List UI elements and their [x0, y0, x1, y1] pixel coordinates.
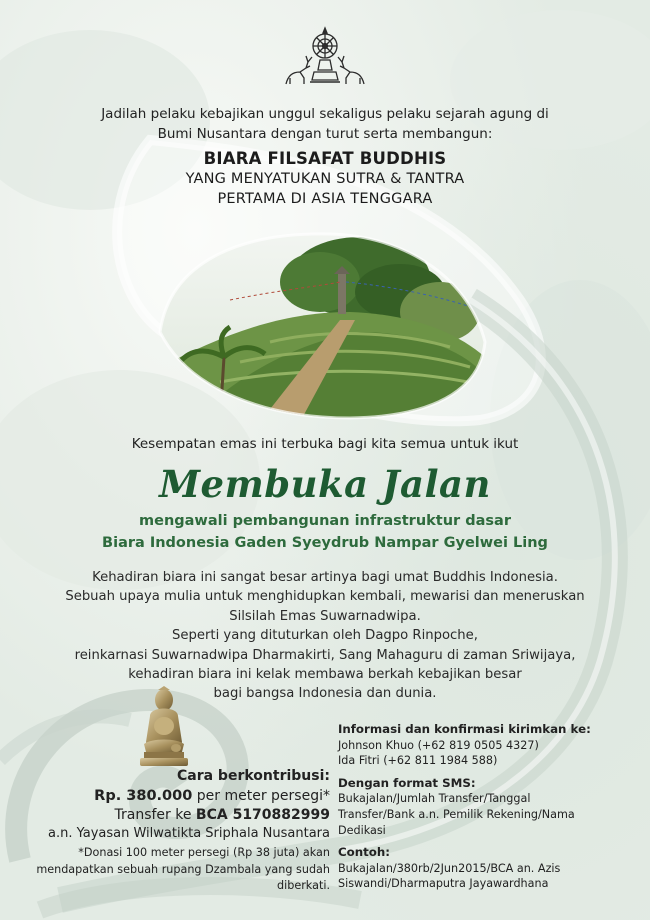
example-line: Bukajalan/380rb/2Jun2015/BCA an. Azis	[338, 861, 561, 875]
transfer-prefix: Transfer ke	[114, 807, 192, 823]
sms-format-line: Transfer/Bank a.n. Pemilik Rekening/Nama	[338, 807, 575, 821]
intro-line-2: Bumi Nusantara dengan turut serta membangun:	[157, 126, 493, 142]
body-line: kehadiran biara ini kelak membawa berkah kebajikan besar	[128, 667, 522, 683]
note-line-2: mendapatkan sebuah rupang Dzambala yang sudah	[36, 862, 330, 876]
note-line-1: *Donasi 100 meter persegi (Rp 38 juta) akan	[78, 846, 330, 859]
headline: Membuka Jalan	[159, 462, 491, 506]
title-line-2: YANG MENYATUKAN SUTRA & TANTRA	[185, 171, 465, 187]
subtitle-line-1: mengawali pembangunan infrastruktur dasar	[139, 513, 511, 529]
sms-format-line: Dedikasi	[338, 823, 386, 837]
confirmation-info	[338, 722, 638, 892]
title-line-3: PERTAMA DI ASIA TENGGARA	[217, 191, 433, 207]
body-line: Sebuah upaya mulia untuk menghidupkan kembali, mewarisi dan meneruskan	[65, 589, 585, 605]
info-heading: Informasi dan konfirmasi kirimkan ke:	[338, 722, 591, 736]
donation-note	[20, 845, 330, 895]
monastery-title	[0, 148, 650, 209]
intro-line-1: Jadilah pelaku kebajikan unggul sekaligus pelaku sejarah agung di	[101, 106, 549, 122]
note-line-3: diberkati.	[277, 879, 330, 892]
subtitle	[0, 510, 650, 554]
monastery-site-photo	[150, 222, 490, 422]
sms-heading: Dengan format SMS:	[338, 775, 476, 790]
account-name: a.n. Yayasan Wilwatikta Sriphala Nusantara	[47, 826, 330, 841]
transfer-line	[20, 806, 330, 825]
subtitle-line-2: Biara Indonesia Gaden Syeydrub Nampar Gyelwei Ling	[102, 535, 548, 551]
body-line: reinkarnasi Suwarnadwipa Dharmakirti, Sang Mahaguru di zaman Sriwijaya,	[74, 647, 576, 663]
dzambala-statue-icon	[138, 686, 190, 772]
intro-text	[0, 104, 650, 144]
example-line: Siswandi/Dharmaputra Jayawardhana	[338, 877, 549, 891]
price-suffix: per meter persegi*	[196, 788, 330, 804]
example-heading: Contoh:	[338, 845, 391, 860]
price-line	[20, 786, 330, 806]
contribution-block	[20, 766, 330, 895]
bank-account: BCA 5170882999	[195, 807, 330, 823]
contact-1: Johnson Khuo (+62 819 0505 4327)	[338, 738, 539, 752]
dharma-wheel-with-deer-icon	[280, 22, 370, 94]
sms-format-line: Bukajalan/Jumlah Transfer/Tanggal	[338, 792, 531, 806]
price: Rp. 380.000	[94, 788, 193, 804]
contact-2: Ida Fitri (+62 811 1984 588)	[338, 754, 498, 768]
title-line-1: BIARA FILSAFAT BUDDHIS	[203, 149, 447, 168]
contribution-heading: Cara berkontribusi:	[176, 768, 330, 784]
body-line: Kehadiran biara ini sangat besar artinya bagi umat Buddhis Indonesia.	[92, 570, 558, 585]
body-line: Silsilah Emas Suwarnadwipa.	[229, 608, 421, 624]
description-paragraph	[0, 568, 650, 704]
body-line: Seperti yang dituturkan oleh Dagpo Rinpoche,	[172, 628, 478, 644]
invitation-line: Kesempatan emas ini terbuka bagi kita semua untuk ikut	[131, 436, 519, 452]
body-line: bagi bangsa Indonesia dan dunia.	[213, 686, 437, 702]
